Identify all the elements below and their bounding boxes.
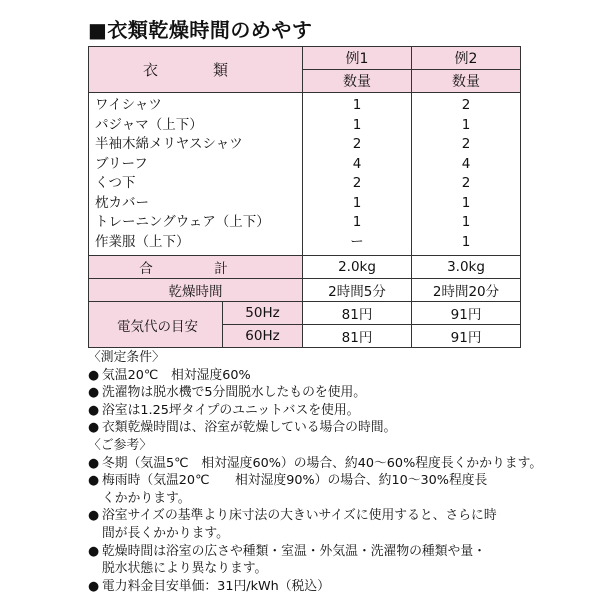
example2-quantities xyxy=(412,93,521,256)
reference-heading: 〈ご参考〉 xyxy=(88,437,152,453)
reference-item: ● 浴室サイズの基準より床寸法の大きいサイズに使用すると、さらに時 xyxy=(88,508,497,524)
condition-item: ● 気温20℃ 相対湿度60% xyxy=(88,367,251,383)
dry-time-ex1: 2時間5分 xyxy=(303,279,412,302)
item-qty-ex1: 2 xyxy=(352,175,362,191)
reference-item-cont: くかかります。 xyxy=(102,490,191,506)
bullet-icon: ● xyxy=(88,578,100,594)
example1-qty-header: 数量 xyxy=(303,70,412,93)
cost-50hz-ex2: 91円 xyxy=(412,302,521,325)
total-label: 合 計 xyxy=(89,256,303,279)
electricity-cost-label: 電気代の目安 xyxy=(89,302,223,348)
item-names xyxy=(89,93,303,256)
bullet-icon: ● xyxy=(88,367,100,383)
reference-item-cont: 間が長くかかります。 xyxy=(102,525,229,541)
cost-60hz-ex1: 81円 xyxy=(303,325,412,348)
cost-60hz-ex2: 91円 xyxy=(412,325,521,348)
reference-item: ● 冬期（気温5℃ 相対湿度60%）の場合、約40〜60%程度長くかかります。 xyxy=(88,455,543,471)
item-qty-ex2: 2 xyxy=(461,97,471,113)
freq-60hz: 60Hz xyxy=(223,325,303,348)
condition-item: ● 洗濯物は脱水機で5分間脱水したものを使用。 xyxy=(88,385,367,401)
example2-header: 例2 xyxy=(412,47,521,70)
item-qty-ex2: 1 xyxy=(461,214,471,230)
item-name: パジャマ（上下） xyxy=(95,116,203,133)
item-name: 半袖木綿メリヤスシャツ xyxy=(95,136,243,152)
item-qty-ex2: 1 xyxy=(461,194,471,211)
item-qty-ex1: 1 xyxy=(352,214,362,230)
freq-50hz: 50Hz xyxy=(223,302,303,325)
bullet-icon: ● xyxy=(88,543,100,559)
dry-time-label: 乾燥時間 xyxy=(89,279,303,302)
example1-header: 例1 xyxy=(303,47,412,70)
cost-50hz-ex1: 81円 xyxy=(303,302,412,325)
bullet-icon: ● xyxy=(88,473,100,489)
item-qty-ex1: 1 xyxy=(352,194,362,211)
item-name: くつ下 xyxy=(95,175,136,191)
item-qty-ex1: 4 xyxy=(352,155,362,172)
reference-item-cont: 脱水状態により異なります。 xyxy=(102,561,268,577)
notes-section xyxy=(88,349,558,595)
item-qty-ex2: 1 xyxy=(461,116,471,133)
bullet-icon: ● xyxy=(88,385,100,401)
condition-item: ● 衣類乾燥時間は、浴室が乾燥している場合の時間。 xyxy=(88,420,397,436)
reference-item: ● 梅雨時（気温20℃ 相対湿度90%）の場合、約10〜30%程度長 xyxy=(88,473,488,489)
example1-quantities xyxy=(303,93,412,256)
bullet-icon: ● xyxy=(88,508,100,524)
item-qty-ex1: 1 xyxy=(352,116,362,133)
clothes-header: 衣 類 xyxy=(89,47,303,93)
condition-item: ● 浴室は1.25坪タイプのユニットバスを使用。 xyxy=(88,402,360,418)
total-ex1: 2.0kg xyxy=(303,256,412,279)
reference-item: ● 電力料金目安単価：31円/kWh（税込） xyxy=(88,578,330,594)
item-qty-ex1: 1 xyxy=(352,97,362,113)
item-name: ワイシャツ xyxy=(95,97,162,113)
bullet-icon: ● xyxy=(88,402,100,418)
drying-time-table xyxy=(88,46,521,348)
bullet-icon: ● xyxy=(88,455,100,471)
example2-qty-header: 数量 xyxy=(412,70,521,93)
conditions-heading: 〈測定条件〉 xyxy=(88,350,165,365)
item-qty-ex2: 4 xyxy=(461,155,471,172)
item-qty-ex2: 1 xyxy=(461,233,471,250)
total-ex2: 3.0kg xyxy=(412,256,521,279)
page-title: ■衣類乾燥時間のめやす xyxy=(88,18,313,42)
item-qty-ex1: 2 xyxy=(352,136,362,152)
item-name: トレーニングウェア（上下） xyxy=(95,214,270,230)
dry-time-ex2: 2時間20分 xyxy=(412,279,521,302)
reference-item: ● 乾燥時間は浴室の広さや種類・室温・外気温・洗濯物の種類や量・ xyxy=(88,543,486,559)
item-qty-ex1: ー xyxy=(350,233,364,250)
item-qty-ex2: 2 xyxy=(461,175,471,191)
item-name: 作業服（上下） xyxy=(95,233,190,250)
bullet-icon: ● xyxy=(88,420,100,436)
item-name: 枕カバー xyxy=(95,194,149,211)
item-qty-ex2: 2 xyxy=(461,136,471,152)
item-name: ブリーフ xyxy=(95,155,148,172)
